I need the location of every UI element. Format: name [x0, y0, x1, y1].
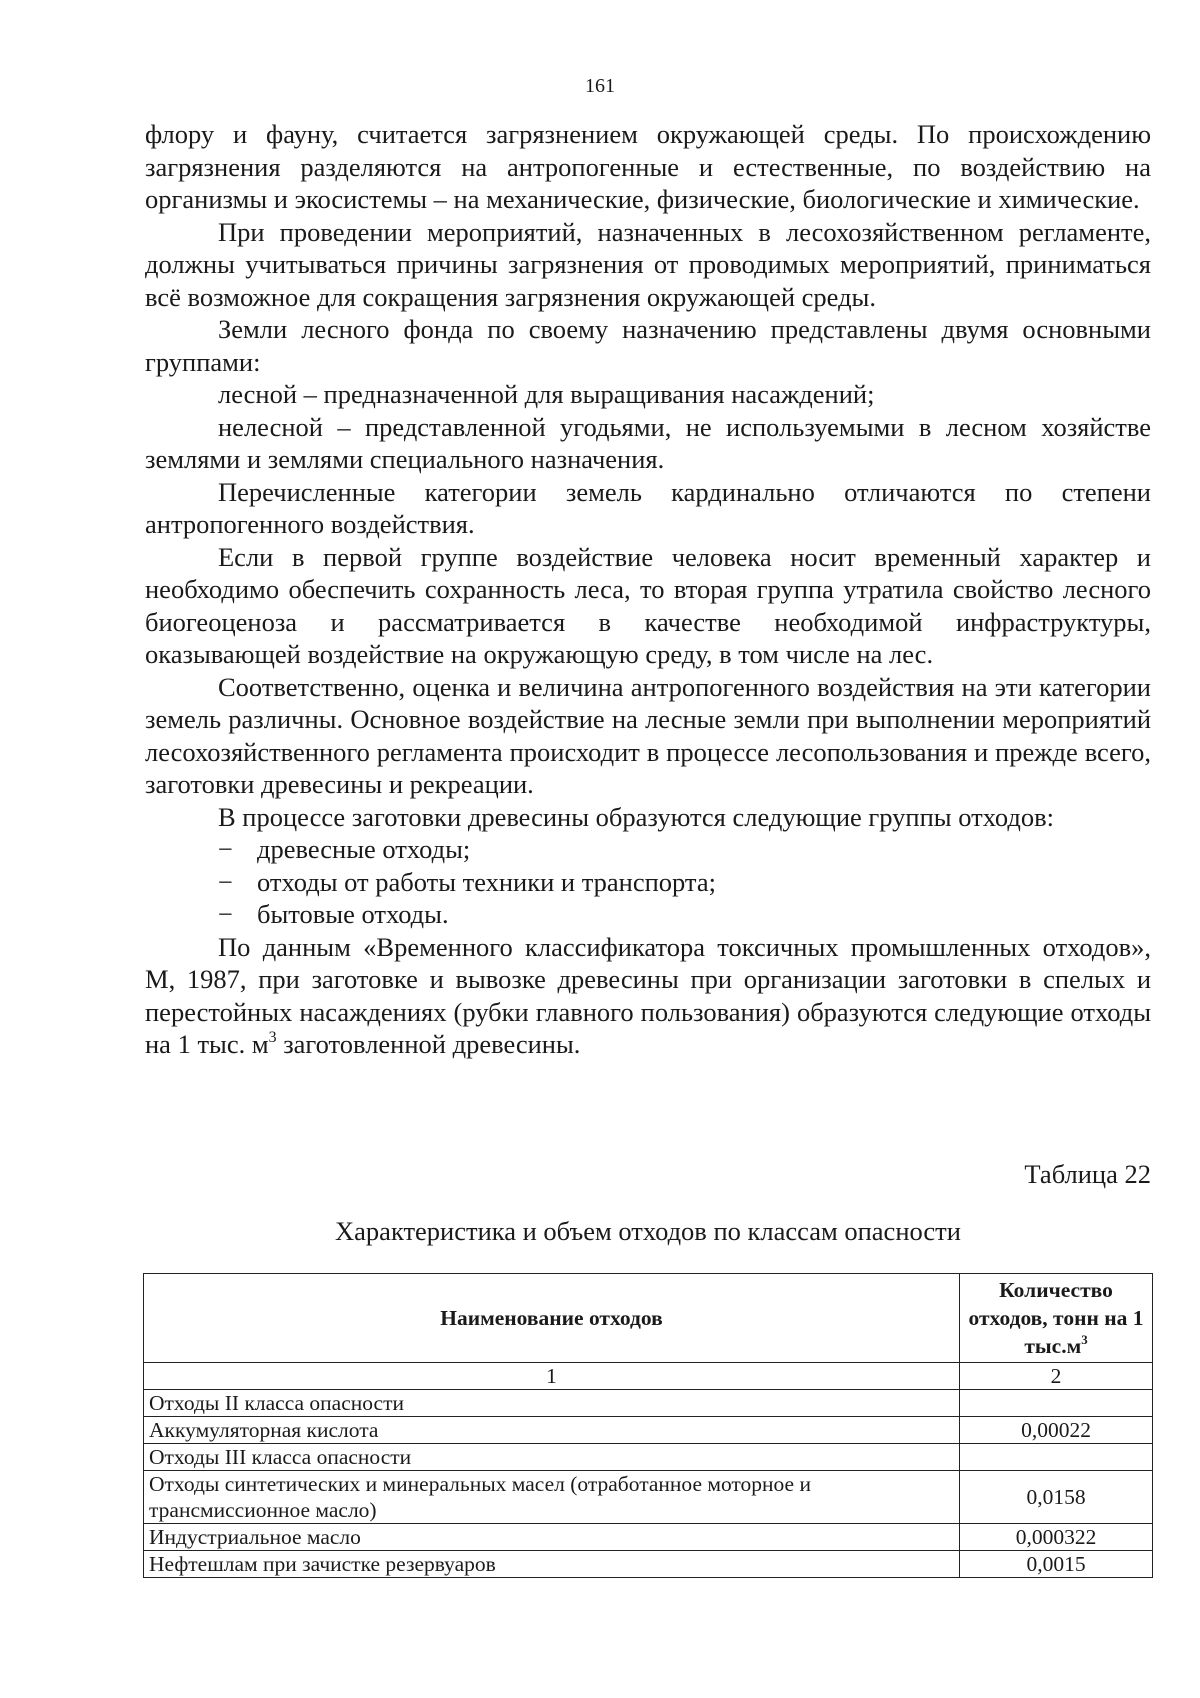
index-cell: 1 [144, 1363, 960, 1390]
quantity-cell: 0,0015 [960, 1551, 1153, 1578]
table-index-row [144, 1363, 1153, 1390]
quantity-cell: 0,0158 [960, 1471, 1153, 1524]
waste-name-cell: Отходы III класса опасности [144, 1444, 960, 1471]
paragraph-3: Земли лесного фонда по своему назначению представлены двумя основными группами: [145, 314, 1151, 377]
waste-table [143, 1273, 1153, 1578]
paragraph-6: Перечисленные категории земель кардинально отличаются по степени антропогенного воздействия. [145, 476, 1151, 539]
header-waste-name: Наименование отходов [144, 1274, 960, 1363]
page-number: 161 [585, 75, 615, 97]
dash-marker: − [218, 899, 233, 929]
table-header-row [144, 1274, 1153, 1363]
superscript: 3 [268, 1028, 277, 1046]
dash-marker: − [218, 866, 233, 897]
paragraph-4: лесной – предназначенной для выращивания насаждений; [218, 379, 875, 409]
paragraph-9: В процессе заготовки древесины образуются следующие группы отходов: [218, 801, 1055, 832]
quantity-cell [960, 1390, 1153, 1417]
table-row [144, 1524, 1153, 1551]
paragraph-10-tail: заготовленной древесины. [276, 1029, 581, 1059]
table-row [144, 1471, 1153, 1524]
table-row [144, 1551, 1153, 1578]
paragraph-10 [145, 931, 1151, 1061]
table-title: Характеристика и объем отходов по классам опасности [335, 1216, 961, 1246]
quantity-cell: 0,00022 [960, 1417, 1153, 1444]
header-quantity-text: Количество отходов, тонн на 1 тыс.м [968, 1278, 1144, 1358]
paragraph-8: Соответственно, оценка и величина антропогенного воздействия на эти категории земель различны. Основное воздействие на лесные земли при выполнении мероприятий лесохозяйственного регламента происходит в процессе лесопользования и прежде всего, заготовки древесины и рекреации. [145, 671, 1151, 799]
waste-name-cell: Нефтешлам при зачистке резервуаров [144, 1551, 960, 1578]
waste-name-cell: Аккумуляторная кислота [144, 1417, 960, 1444]
waste-name-cell: Отходы синтетических и минеральных масел (отработанное моторное и трансмиссионное масло) [144, 1471, 960, 1524]
index-cell: 2 [960, 1363, 1153, 1390]
list-item [145, 898, 1151, 931]
list-item-text: бытовые отходы. [257, 899, 449, 929]
dash-marker: − [218, 834, 233, 864]
list-item-text: древесные отходы; [257, 834, 471, 864]
table-label: Таблица 22 [1024, 1159, 1151, 1189]
paragraph-2: При проведении мероприятий, назначенных в лесохозяйственном регламенте, должны учитываться причины загрязнения от проводимых мероприятий, приниматься всё возможное для сокращения загрязнения окружающей среды. [145, 216, 1151, 312]
paragraph-7: Если в первой группе воздействие человека носит временный характер и необходимо обеспечить сохранность леса, то вторая группа утратила свойство лесного биогеоценоза и рассматривается в качестве необходимой инфраструктуры, оказывающей воздействие на окружающую среду, в том числе на лес. [145, 541, 1151, 669]
waste-name-cell: Индустриальное масло [144, 1524, 960, 1551]
paragraph-1: флору и фауну, считается загрязнением окружающей среды. По происхождению загрязнения разделяются на антропогенные и естественные, по воздействию на организмы и экосистемы – на механические, физические, биологические и химические. [145, 119, 1151, 214]
list-item [145, 866, 1151, 899]
table-row [144, 1444, 1153, 1471]
list-item [145, 833, 1151, 866]
list-item-text: отходы от работы техники и транспорта; [257, 866, 716, 897]
table-row [144, 1390, 1153, 1417]
quantity-cell [960, 1444, 1153, 1471]
paragraph-5: нелесной – представленной угодьями, не используемыми в лесном хозяйстве землями и землями специального назначения. [145, 411, 1151, 474]
paragraph-10-main: По данным «Временного классификатора токсичных промышленных отходов», М, 1987, при заготовке и вывозке древесины при организации заготовки в спелых и перестойных насаждениях (рубки главного пользования) образуются следующие отходы на 1 тыс. м [145, 931, 1151, 1059]
table-row [144, 1417, 1153, 1444]
superscript: 3 [1081, 1332, 1088, 1347]
body-text [145, 118, 1151, 1061]
quantity-cell: 0,000322 [960, 1524, 1153, 1551]
header-quantity [960, 1274, 1153, 1363]
waste-name-cell: Отходы II класса опасности [144, 1390, 960, 1417]
